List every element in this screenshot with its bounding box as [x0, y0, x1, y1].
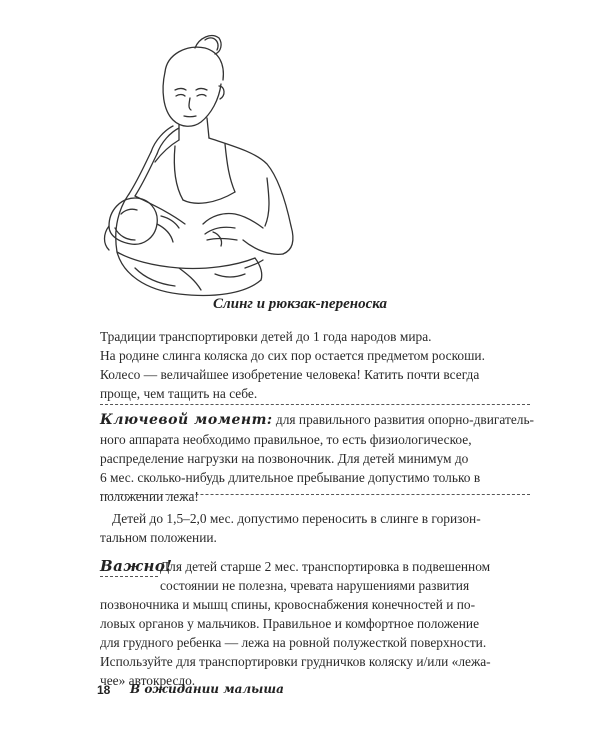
key-moment-box: [100, 404, 535, 504]
dashed-divider-top: [100, 404, 530, 405]
page-number: 18: [97, 683, 111, 697]
important-line: для грудного ребенка — лежа на ровной полужесткой поверхности.: [100, 635, 487, 650]
key-moment-line: положении лежа!: [100, 489, 199, 504]
key-moment-line: ного аппарата необходимо правильное, то есть физиологическое,: [100, 432, 472, 447]
important-line: ловых органов у мальчиков. Правильное и комфортное положение: [100, 616, 480, 631]
page-footer: [97, 682, 284, 698]
intro-paragraph: [100, 327, 530, 403]
key-moment-label: Ключевой момент:: [100, 412, 273, 428]
important-text: [100, 557, 530, 690]
woman-with-sling-illustration: [95, 28, 325, 300]
important-line: позвоночника и мышц спины, кровоснабжения конечностей и по-: [100, 597, 476, 612]
running-title: В ожидании малыша: [130, 682, 284, 696]
important-line: Используйте для транспортировки грудничков коляску и/или «лежа-: [100, 654, 491, 669]
key-moment-line: распределение нагрузки на позвоночник. Для детей минимум до: [100, 451, 469, 466]
paragraph-line: Детей до 1,5–2,0 мес. допустимо переносить в слинге в горизон-: [112, 511, 481, 526]
paragraph-line: На родине слинга коляска до сих пор остается предметом роскоши.: [100, 348, 485, 363]
important-line: Для детей старше 2 мес. транспортировка в подвешенном: [160, 559, 491, 574]
key-moment-first-line: [100, 410, 535, 430]
key-moment-line: 6 мес. сколько-нибудь длительное пребывание допустимо только в: [100, 470, 481, 485]
paragraph-line: проще, чем тащить на себе.: [100, 386, 258, 401]
paragraph-line: тальном положении.: [100, 530, 217, 545]
important-line: чее» автокресло.: [100, 673, 196, 688]
key-moment-text: [100, 410, 535, 506]
lying-position-paragraph: [100, 509, 530, 547]
key-moment-line: для правильного развития опорно-двигатель-: [272, 412, 535, 427]
important-label-underline: [100, 576, 158, 577]
dashed-divider-bottom: [100, 494, 530, 495]
paragraph-line: Традиции транспортировки детей до 1 года народов мира.: [100, 329, 432, 344]
important-label: Важно!: [100, 557, 173, 575]
illustration-caption: Слинг и рюкзак-переноска: [213, 296, 387, 312]
important-line: состоянии не полезна, чревата нарушениями развития: [160, 578, 470, 593]
paragraph-line: Колесо — величайшее изобретение человека! Катить почти всегда: [100, 367, 480, 382]
